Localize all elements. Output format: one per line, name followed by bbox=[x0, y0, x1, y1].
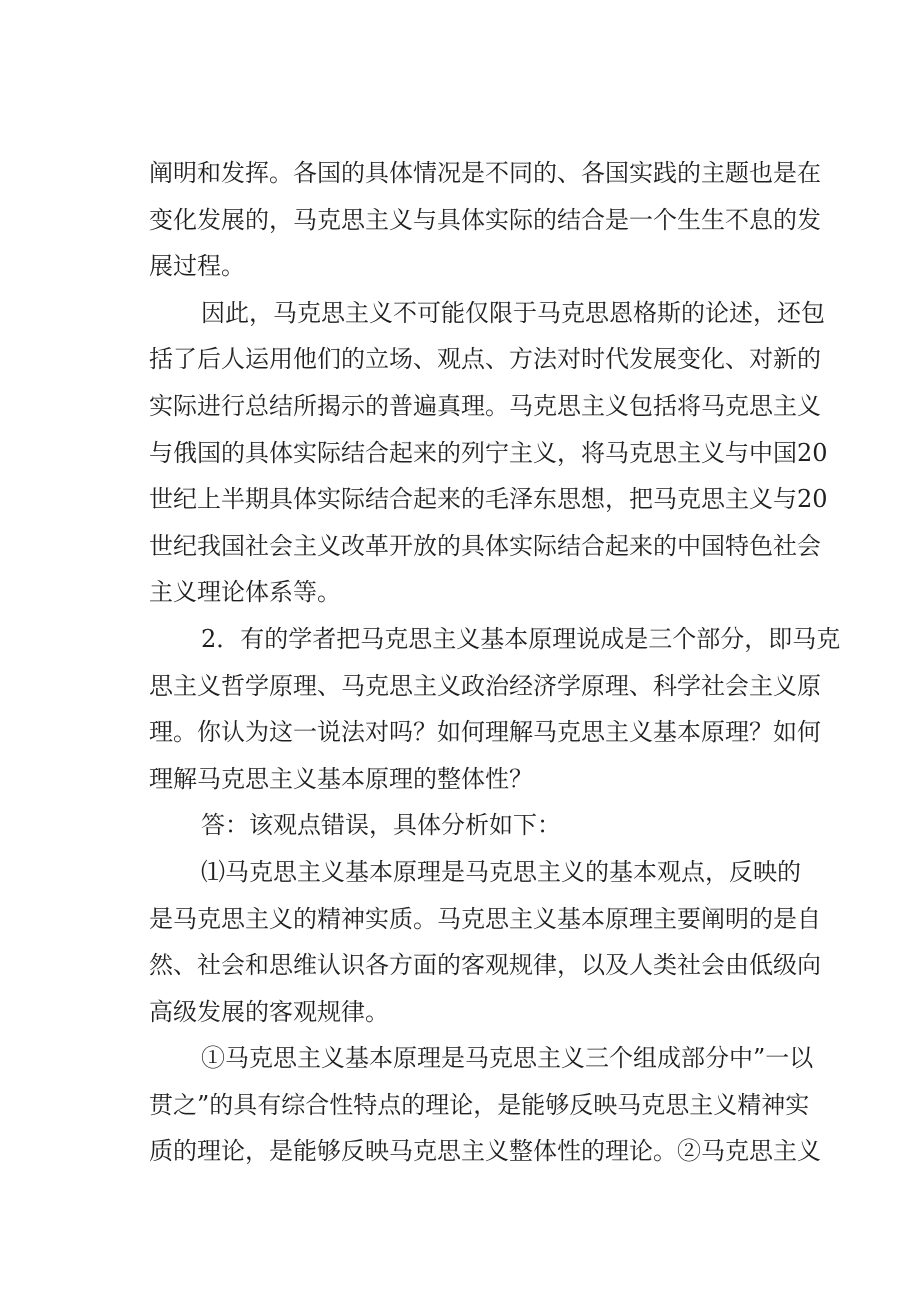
text-line: 贯之”的具有综合性特点的理论，是能够反映马克思主义精神实 bbox=[149, 1090, 810, 1119]
text-line: 然、社会和思维认识各方面的客观规律，以及人类社会由低级向 bbox=[149, 951, 821, 980]
text-line: 展过程。 bbox=[149, 252, 245, 281]
answer-line: 答：该观点错误，具体分析如下： bbox=[201, 811, 561, 840]
text-line: 世纪我国社会主义改革开放的具体实际结合起来的中国特色社会 bbox=[149, 531, 821, 560]
text-line: 与俄国的具体实际结合起来的列宁主义，将马克思主义与中国20 bbox=[149, 438, 828, 467]
question-line: 理解马克思主义基本原理的整体性？ bbox=[149, 764, 533, 793]
text-line: 变化发展的，马克思主义与具体实际的结合是一个生生不息的发 bbox=[149, 205, 821, 234]
text-line: ①马克思主义基本原理是马克思主义三个组成部分中”一以 bbox=[201, 1044, 814, 1073]
text-line: 高级发展的客观规律。 bbox=[149, 997, 389, 1026]
question-line: 2．有的学者把马克思主义基本原理说成是三个部分，即马克 bbox=[201, 624, 841, 653]
text-line: 因此，马克思主义不可能仅限于马克思恩格斯的论述，还包 bbox=[201, 298, 825, 327]
document-body bbox=[149, 150, 841, 1175]
text-line: 世纪上半期具体实际结合起来的毛泽东思想，把马克思主义与20 bbox=[149, 485, 828, 514]
text-line: 质的理论，是能够反映马克思主义整体性的理论。②马克思主义 bbox=[149, 1137, 821, 1166]
text-line: 括了后人运用他们的立场、观点、方法对时代发展变化、对新的 bbox=[149, 345, 821, 374]
text-line: 是马克思主义的精神实质。马克思主义基本原理主要阐明的是自 bbox=[149, 904, 821, 933]
question-line: 理。你认为这一说法对吗？如何理解马克思主义基本原理？如何 bbox=[149, 718, 821, 747]
text-line: 实际进行总结所揭示的普遍真理。马克思主义包括将马克思主义 bbox=[149, 391, 821, 420]
question-line: 思主义哲学原理、马克思主义政治经济学原理、科学社会主义原 bbox=[149, 671, 821, 700]
text-line: 主义理论体系等。 bbox=[149, 578, 341, 607]
text-line: ⑴马克思主义基本原理是马克思主义的基本观点，反映的 bbox=[201, 857, 801, 886]
text-line: 阐明和发挥。各国的具体情况是不同的、各国实践的主题也是在 bbox=[149, 159, 821, 187]
